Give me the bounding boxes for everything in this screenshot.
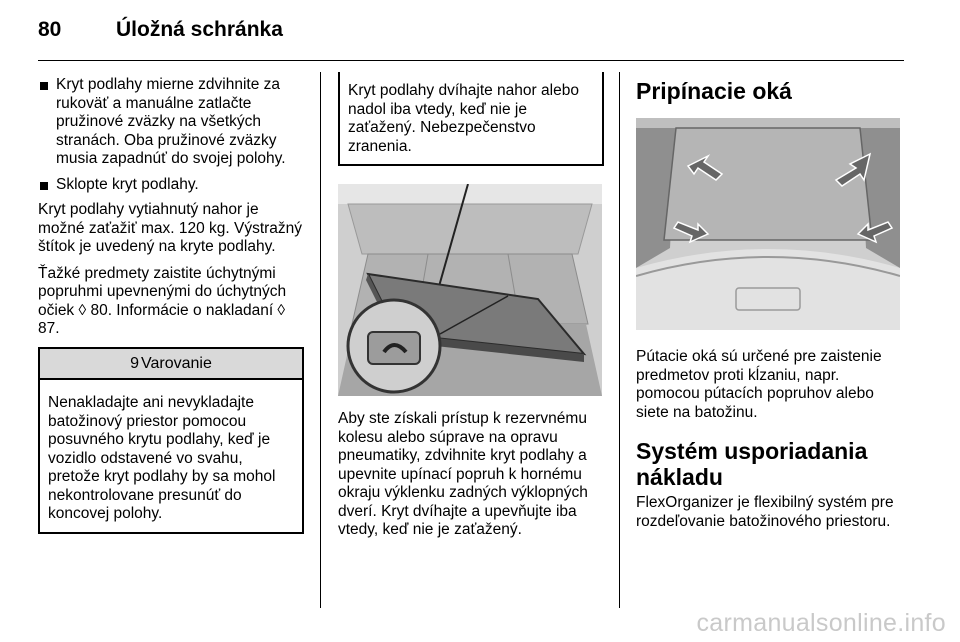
warning-title: Varovanie — [141, 354, 212, 372]
page-number: 80 — [38, 18, 62, 41]
caution-box: Kryt podlahy dvíhajte nahor alebo nadol iba vtedy, keď nie je zaťažený. Nebezpečenstvo zranenia. — [338, 72, 604, 166]
section-heading: Systém usporiadania nákladu — [636, 438, 868, 490]
column-3 — [636, 72, 904, 539]
floor-cover-illustration — [338, 184, 602, 396]
paragraph: Aby ste získali prístup k rezervnému kolesu alebo súprave na opravu pneumatiky, zdvihnite kryt podlahy a upevnite upínací popruh k hornému okraju výklenku zadných výklopných dverí. Kryt dvíhajte a upevňujte iba vtedy, keď nie je zaťažený. — [338, 410, 588, 538]
section-heading: Pripínacie oká — [636, 78, 792, 104]
paragraph: Pútacie oká sú určené pre zaistenie predmetov proti kĺzaniu, napr. pomocou pútacích popruhov alebo siete na batožinu. — [636, 348, 882, 421]
paragraph: FlexOrganizer je flexibilný systém pre rozdeľovanie batožinového priestoru. — [636, 494, 894, 530]
column-divider — [619, 72, 620, 608]
bullet-item: Kryt podlahy mierne zdvihnite za rukoväť a manuálne zatlačte pružinové zväzky na všetkých stranách. Oba pružinové zväzky musia zapadnúť do svojej polohy. — [38, 76, 304, 169]
column-2 — [338, 72, 604, 548]
paragraph: Kryt podlahy vytiahnutý nahor je možné zaťažiť max. 120 kg. Výstražný štítok je uvedený na kryte podlahy. — [38, 201, 303, 255]
warning-header — [40, 349, 302, 381]
page-header — [38, 18, 283, 42]
watermark: carmanualsonline.info — [696, 609, 946, 637]
trunk-illustration — [636, 118, 900, 330]
bullet-item: Sklopte kryt podlahy. — [38, 176, 304, 195]
paragraph: Ťažké predmety zaistite úchytnými popruhmi upevnenými do úchytných očiek ◊ 80. Informácie o nakladaní ◊ 87. — [38, 264, 287, 337]
warning-text: Nenakladajte ani nevykladajte batožinový priestor pomocou posuvného krytu podlahy, keď je vozidlo odstavené vo svahu, pretože kryt podlahy by sa mohol nekontrolovane presunúť do koncovej polohy. — [48, 394, 276, 522]
warning-triangle-icon: 9 — [130, 354, 140, 372]
warning-box — [38, 347, 304, 534]
column-divider — [320, 72, 321, 608]
column-1 — [38, 76, 304, 534]
page-title: Úložná schránka — [116, 18, 283, 41]
header-rule — [38, 60, 904, 61]
